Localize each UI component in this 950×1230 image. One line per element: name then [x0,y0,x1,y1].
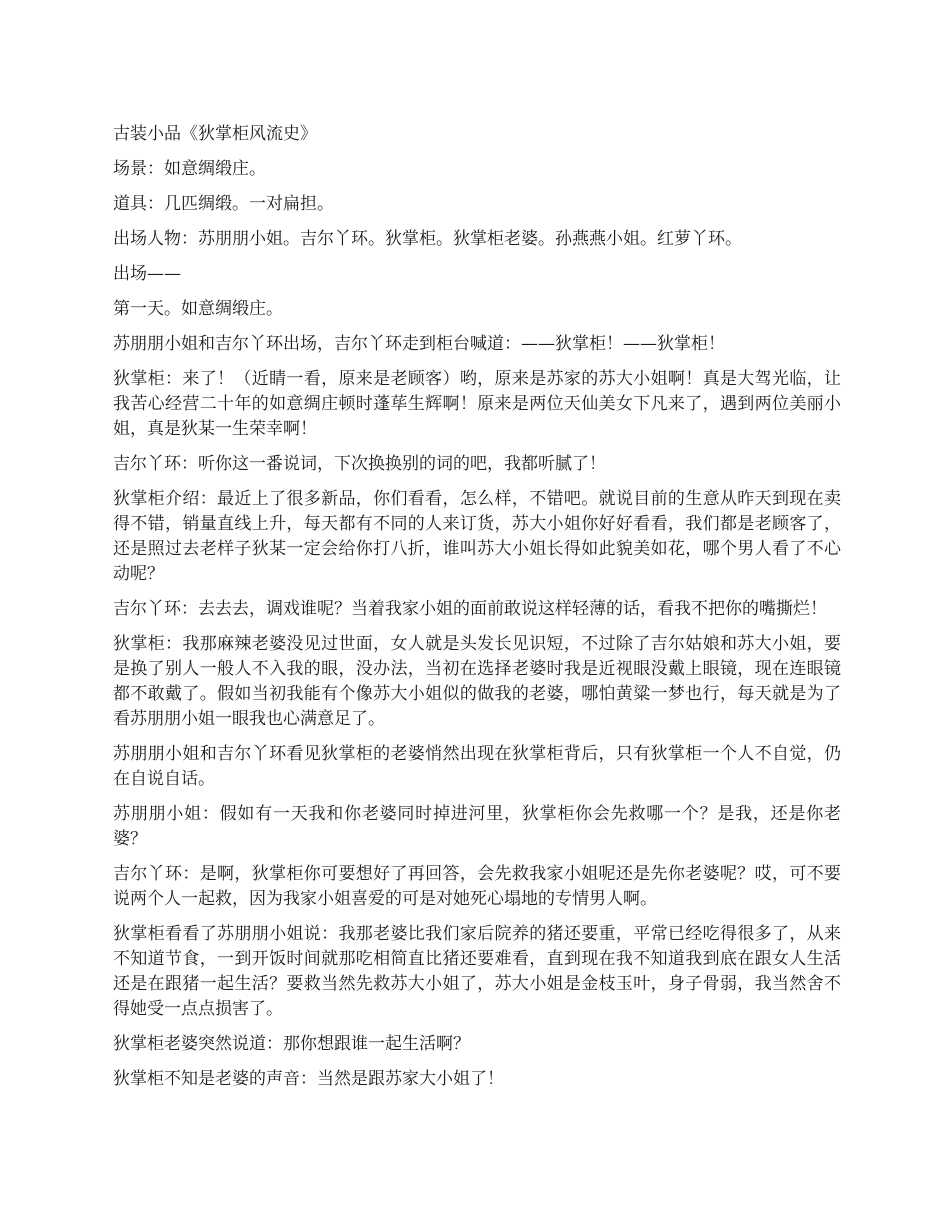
document-body [113,122,841,1102]
script-paragraph: 苏朋朋小姐和吉尔丫环出场，吉尔丫环走到柜台喊道：——狄掌柜！——狄掌柜！ [113,334,725,354]
script-paragraph: 吉尔丫环：是啊，狄掌柜你可要想好了再回答，会先救我家小姐呢还是先你老婆呢？哎，可不要说两个人一起救，因为我家小姐喜爱的可是对她死心塌地的专情男人啊。 [113,864,841,909]
day-heading: 第一天。如意绸缎庄。 [113,299,283,319]
cast-line: 出场人物：苏朋朋小姐。吉尔丫环。狄掌柜。狄掌柜老婆。孙燕燕小姐。红萝丫环。 [113,229,742,249]
script-paragraph: 吉尔丫环：去去去，调戏谁呢？当着我家小姐的面前敢说这样轻薄的话，看我不把你的嘴撕烂！ [113,599,827,619]
props-line: 道具：几匹绸缎。一对扁担。 [113,194,334,214]
script-paragraph: 狄掌柜老婆突然说道：那你想跟谁一起生活啊？ [113,1034,470,1054]
script-paragraph: 吉尔丫环：听你这一番说词，下次换换别的词的吧，我都听腻了！ [113,454,606,474]
script-paragraph: 狄掌柜看看了苏朋朋小姐说：我那老婆比我们家后院养的猪还要重，平常已经吃得很多了，从来不知道节食，一到开饭时间就那吃相简直比猪还要难看，直到现在我不知道我到底在跟女人生活还是在跟猪一起生活？要救当然先救苏大小姐了，苏大小姐是金枝玉叶，身子骨弱，我当然舍不得她受一点点损害了。 [113,924,841,1019]
script-paragraph: 狄掌柜：来了！（近睛一看，原来是老顾客）哟，原来是苏家的苏大小姐啊！真是大驾光临，让我苦心经营二十年的如意绸庄顿时蓬荜生辉啊！原来是两位天仙美女下凡来了，遇到两位美丽小姐，真是狄某一生荣幸啊！ [113,369,841,439]
script-paragraph: 狄掌柜不知是老婆的声音：当然是跟苏家大小姐了！ [113,1069,504,1089]
entrance-line: 出场—— [113,264,181,284]
document-title: 古装小品《狄掌柜风流史》 [113,124,317,144]
script-paragraph: 狄掌柜介绍：最近上了很多新品，你们看看，怎么样，不错吧。就说目前的生意从昨天到现在卖得不错，销量直线上升，每天都有不同的人来订货，苏大小姐你好好看看，我们都是老顾客了，还是照过去老样子狄某一定会给你打八折，谁叫苏大小姐长得如此貌美如花，哪个男人看了不心动呢？ [113,489,841,584]
script-paragraph: 苏朋朋小姐和吉尔丫环看见狄掌柜的老婆悄然出现在狄掌柜背后，只有狄掌柜一个人不自觉，仍在自说自话。 [113,744,841,789]
script-paragraph: 苏朋朋小姐：假如有一天我和你老婆同时掉进河里，狄掌柜你会先救哪一个？是我，还是你老婆？ [113,804,841,849]
scene-line: 场景：如意绸缎庄。 [113,159,266,179]
script-paragraph: 狄掌柜：我那麻辣老婆没见过世面，女人就是头发长见识短，不过除了吉尔姑娘和苏大小姐，要是换了别人一般人不入我的眼，没办法，当初在选择老婆时我是近视眼没戴上眼镜，现在连眼镜都不敢戴了。假如当初我能有个像苏大小姐似的做我的老婆，哪怕黄粱一梦也行，每天就是为了看苏朋朋小姐一眼我也心满意足了。 [113,634,841,729]
